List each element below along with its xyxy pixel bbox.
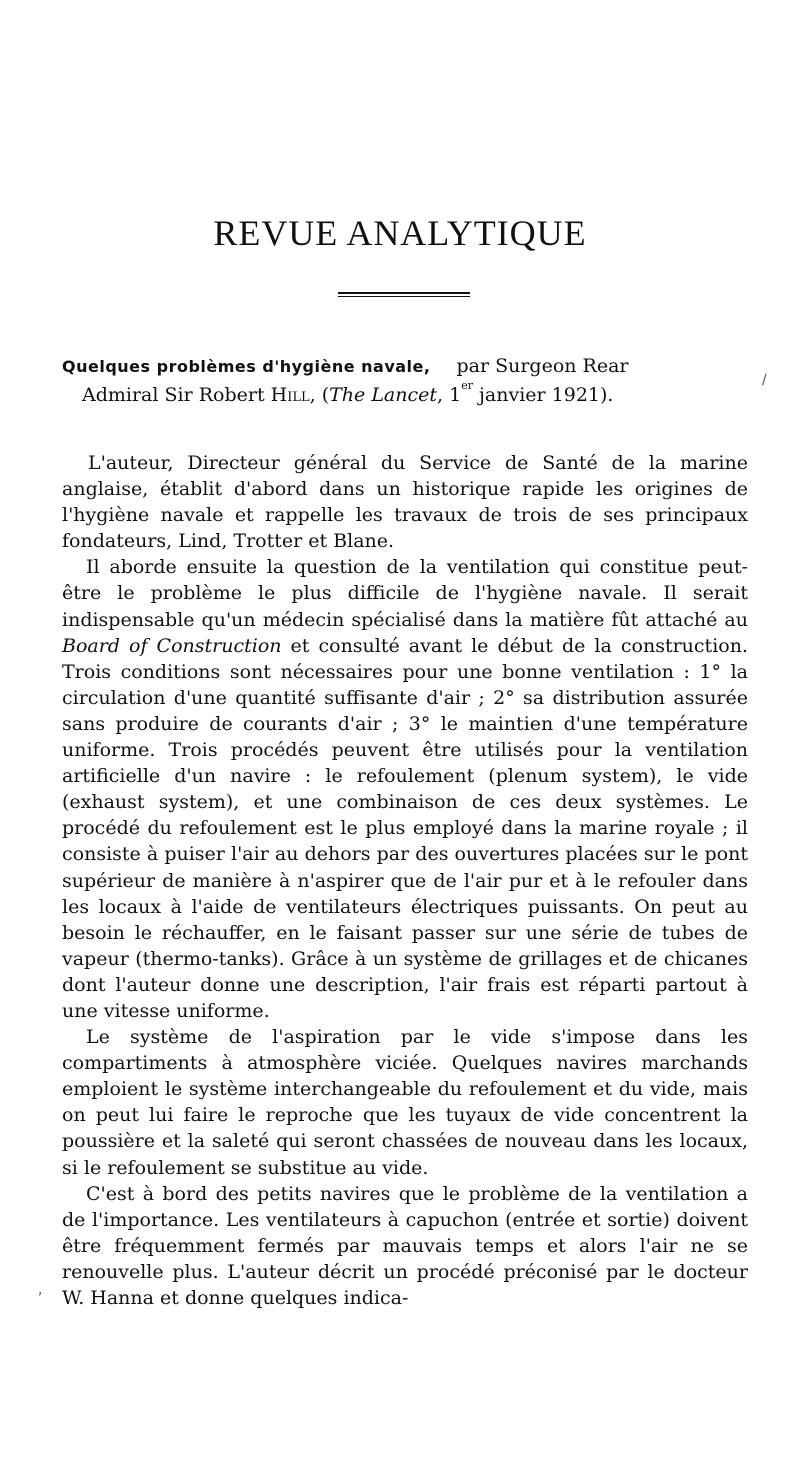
article-citation xyxy=(62,381,742,409)
paragraph-2-text-a: Il aborde ensuite la question de la ventilation qui constitue peut-être le problème le plus difficile de l'hygiène navale. Il serait indispensable qu'un médecin spécialisé dans la matière fût attaché au xyxy=(62,556,748,631)
board-of-construction: Board of Construction xyxy=(62,634,282,657)
citation-date-rest: janvier 1921). xyxy=(472,384,614,406)
margin-scratch-mark: / xyxy=(762,372,767,388)
paragraph-1: L'auteur, Directeur général du Service de Santé de la marine anglaise, établit d'abord dans un historique rapide les origines de l'hygiène navale et rappelle les travaux de trois de ses principaux fondateurs, Lind, Trotter et Blane. xyxy=(62,452,748,553)
citation-open: , ( xyxy=(309,384,330,406)
article-heading xyxy=(62,352,742,409)
author-surname: Hill xyxy=(270,384,310,406)
paragraph-2-text-b: et consulté avant le début de la construction. Trois conditions sont nécessaires pour une bonne ventilation : 1° la circulation d'une quantité suffisante d'air ; 2° sa distribution assurée sans produire de courants d'air ; 3° le maintien d'une température uniforme. Trois procédés peuvent être utilisés pour la ventilation artificielle d'un navire : le refoulement (plenum system), le vide (exhaust system), et une combinaison de ces deux systèmes. Le procédé du refoulement est le plus employé dans la marine royale ; il consiste à puiser l'air au dehors par des ouvertures placées sur le pont supérieur de manière à n'aspirer que de l'air pur et à le refouler dans les locaux à l'aide de ventilateurs électriques puissants. On peut au besoin le réchauffer, en le faisant passer sur une série de tubes de vapeur (thermo-tanks). Grâce à un système de grillages et de chicanes dont l'auteur donne une description, l'air frais est réparti partout à une vitesse uniforme. xyxy=(62,634,748,1022)
page-title: REVUE ANALYTIQUE xyxy=(213,213,587,253)
paragraph-3: Le système de l'aspiration par le vide s'impose dans les compartiments à atmosphère viciée. Quelques navires marchands emploient le système interchangeable du refoulement et du vide, mais on peut lui faire le reproche que les tuyaux de vide concentrent la poussière et la saleté qui seront chassées de nouveau dans les locaux, si le refoulement se substitue au vide. xyxy=(62,1026,748,1179)
paragraph-2 xyxy=(62,554,748,1024)
title-divider xyxy=(338,292,470,297)
article-title: Quelques problèmes d'hygiène navale, xyxy=(62,357,431,376)
paragraph-4: C'est à bord des petits navires que le problème de la ventilation a de l'importance. Les ventilateurs à capuchon (entrée et sortie) doivent être fréquemment fermés par mauvais temps et alors l'air ne se renouvelle plus. L'auteur décrit un procédé préconisé par le docteur W. Hanna et donne quelques indica- xyxy=(62,1182,748,1309)
journal-name: The Lancet xyxy=(329,384,438,406)
author-name: Admiral Sir Robert xyxy=(82,384,271,406)
citation-date-day: , 1 xyxy=(437,384,462,406)
article-body xyxy=(62,450,748,1311)
margin-scratch-mark: , xyxy=(38,1282,43,1298)
citation-date-suffix: er xyxy=(461,379,473,392)
article-byline: par Surgeon Rear xyxy=(456,355,629,377)
